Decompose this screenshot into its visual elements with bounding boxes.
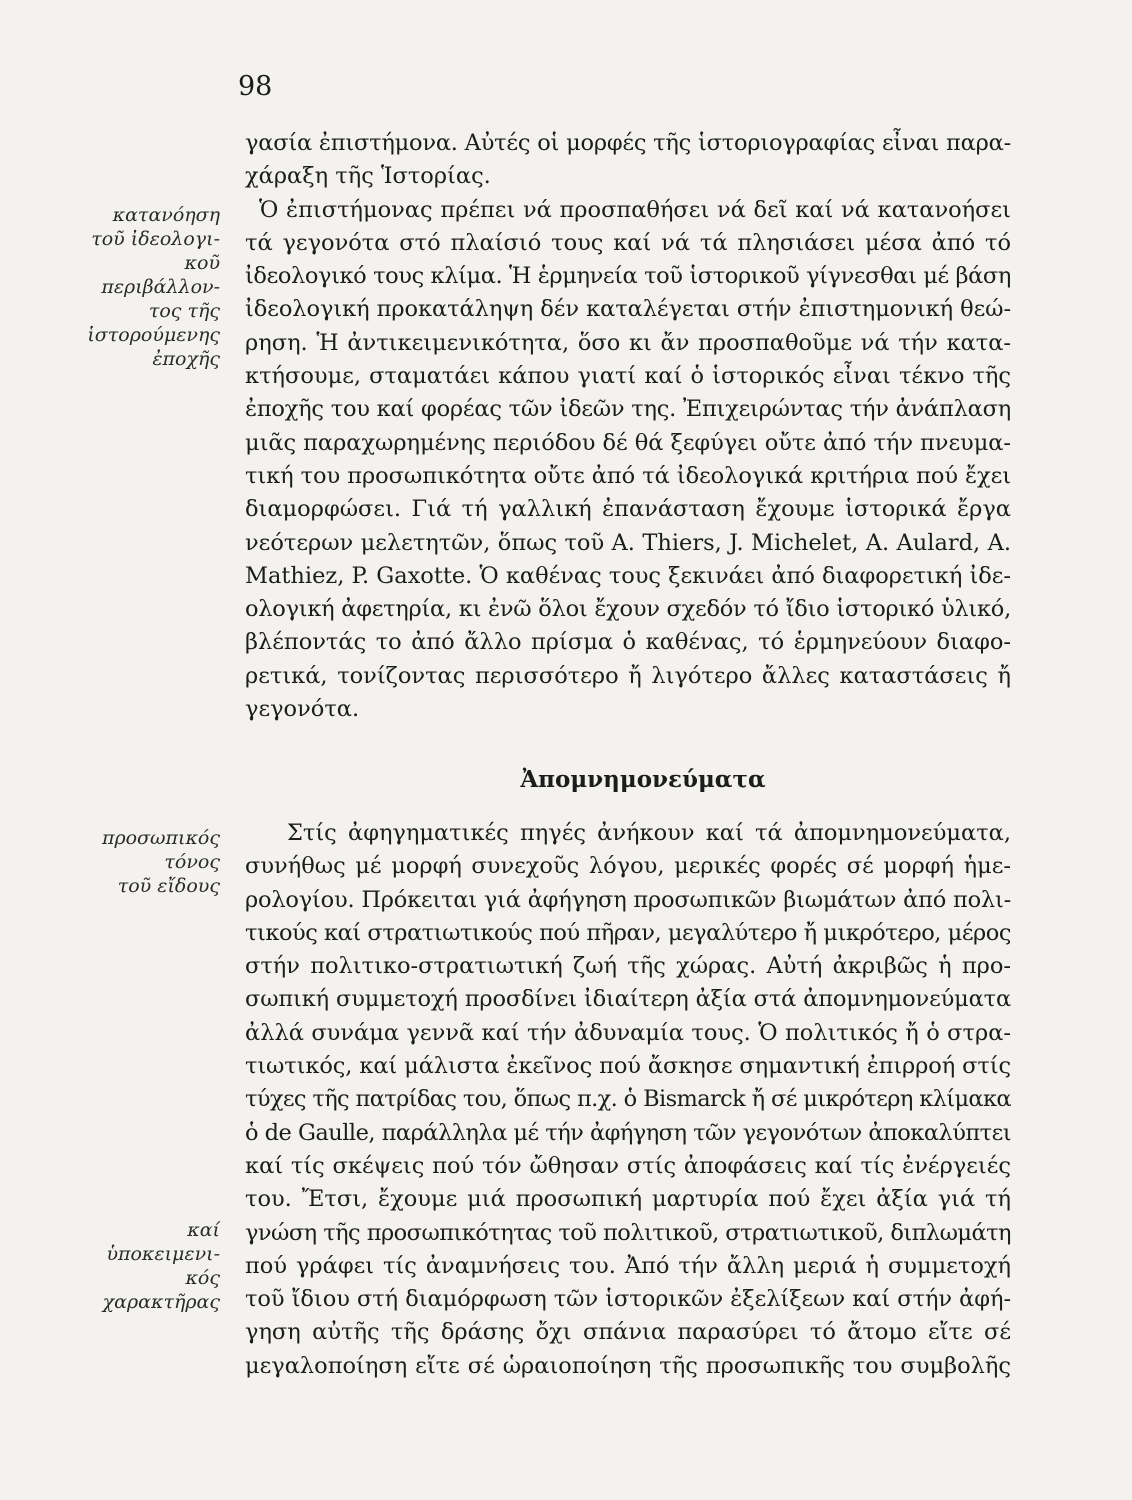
text-line: ρολογίου. Πρόκειται γιά ἀφήγηση προσωπικῶν βιωμάτων ἀπό πολι- <box>245 886 1011 913</box>
text-line: τά γεγονότα στό πλαίσιό τους καί νά τά πλησιάσει μέσα ἀπό τό <box>245 229 1011 256</box>
text-line: κτήσουμε, σταματάει κάπου γιατί καί ὁ ἱστορικός εἶναι τέκνο τῆς <box>245 363 1011 390</box>
text-line: τοῦ ἴδιου στή διαμόρφωση τῶν ἱστορικῶν ἐξελίξεων καί στήν ἀφή- <box>245 1286 1011 1313</box>
text-line: καί τίς σκέψεις πού τόν ὤθησαν στίς ἀποφάσεις καί τίς ἐνέργειές <box>245 1152 1011 1179</box>
section-heading-memoirs: Ἀπομνημονεύματα <box>520 766 766 793</box>
text-line: διαμορφώσει. Γιά τή γαλλική ἐπανάσταση ἔχουμε ἱστορικά ἔργα <box>245 496 1011 523</box>
margin-note-line: περιβάλλον- <box>101 276 220 298</box>
margin-note-understanding <box>40 203 220 371</box>
text-line: πού γράφει τίς ἀναμνήσεις του. Ἀπό τήν ἄλλη μεριά ἡ συμμετοχή <box>245 1252 1011 1279</box>
margin-note-line: κοῦ <box>184 252 220 274</box>
text-line: νεότερων μελετητῶν, ὅπως τοῦ A. Thiers, J. Michelet, A. Aulard, A. <box>245 529 1011 556</box>
margin-note-line: καί <box>187 1219 220 1241</box>
margin-note-line: τος τῆς <box>148 300 220 322</box>
margin-note-line: χαρακτῆρας <box>102 1291 220 1313</box>
text-line: μιᾶς παραχωρημένης περιόδου δέ θά ξεφύγει οὔτε ἀπό τήν πνευμα- <box>245 429 1011 456</box>
text-line: βλέποντάς το ἀπό ἄλλο πρίσμα ὁ καθένας, τό ἑρμηνεύουν διαφο- <box>245 629 1011 656</box>
text-line: σωπική συμμετοχή προσδίνει ἰδιαίτερη ἀξία στά ἀπομνημονεύματα <box>245 986 1011 1013</box>
text-line: του. Ἔτσι, ἔχουμε μιά προσωπική μαρτυρία πού ἔχει ἀξία γιά τή <box>245 1186 1011 1213</box>
text-line: ρετικά, τονίζοντας περισσότερο ἤ λιγότερο ἄλλες καταστάσεις ἤ <box>245 662 1011 689</box>
margin-note-line: κατανόηση <box>112 204 220 226</box>
text-line: ολογική ἀφετηρία, κι ἐνῶ ὅλοι ἔχουν σχεδόν τό ἴδιο ἱστορικό ὑλικό, <box>245 596 1011 623</box>
text-line: τική του προσωπικότητα οὔτε ἀπό τά ἰδεολογικά κριτήρια πού ἔχει <box>245 462 1011 489</box>
margin-note-line: ἱστορούμενης <box>87 324 220 346</box>
text-line: τιωτικός, καί μάλιστα ἐκεῖνος πού ἄσκησε σημαντική ἐπιρροή στίς <box>245 1053 1011 1080</box>
text-line: ἰδεολογικό τους κλίμα. Ἡ ἑρμηνεία τοῦ ἱστορικοῦ γίγνεσθαι μέ βάση <box>245 263 1011 290</box>
text-line: στήν πολιτικο-στρατιωτική ζωή τῆς χώρας. Αὐτή ἀκριβῶς ἡ προ- <box>245 953 1011 980</box>
margin-note-line: τοῦ ἰδεολογι- <box>91 228 220 250</box>
body-text-memoirs <box>245 817 1011 1383</box>
text-line: ὁ de Gaulle, παράλληλα μέ τήν ἀφήγηση τῶν γεγονότων ἀποκαλύπτει <box>245 1119 1011 1146</box>
text-line: Ὁ ἐπιστήμονας πρέπει νά προσπαθήσει νά δεῖ καί νά κατανοήσει <box>259 196 1011 223</box>
margin-note-line: ἐποχῆς <box>152 348 220 370</box>
body-text-historiography <box>245 127 1011 726</box>
margin-note-subjective-character <box>40 1218 220 1314</box>
margin-note-line: ὑποκειμενι- <box>106 1243 220 1265</box>
text-line: γηση αὐτῆς τῆς δράσης ὄχι σπάνια παρασύρει τό ἄτομο εἴτε σέ <box>245 1319 1011 1346</box>
margin-note-line: κός <box>185 1267 220 1289</box>
text-line: τικούς καί στρατιωτικούς πού πῆραν, μεγαλύτερο ἤ μικρότερο, μέρος <box>245 919 1011 946</box>
text-line: Στίς ἀφηγηματικές πηγές ἀνήκουν καί τά ἀπομνημονεύματα, <box>287 820 1011 846</box>
text-line: ἐποχῆς του καί φορέας τῶν ἰδεῶν της. Ἐπιχειρώντας τήν ἀνάπλαση <box>245 396 1011 423</box>
margin-note-line: τόνος <box>164 851 220 873</box>
text-line: τύχες τῆς πατρίδας του, ὅπως π.χ. ὁ Bismarck ἤ σέ μικρότερη κλίμακα <box>245 1086 1011 1113</box>
margin-note-line: τοῦ εἴδους <box>117 875 220 897</box>
text-line: μεγαλοποίηση εἴτε σέ ὡραιοποίηση τῆς προσωπικῆς του συμβολῆς <box>245 1352 1011 1379</box>
margin-note-line: προσωπικός <box>101 827 220 849</box>
margin-note-personal-tone <box>40 826 220 898</box>
text-line: συνήθως μέ μορφή συνεχοῦς λόγου, μερικές φορές σέ μορφή ἡμε- <box>245 853 1011 880</box>
text-line: ἀλλά συνάμα γεννᾶ καί τήν ἀδυναμία τους. Ὁ πολιτικός ἤ ὁ στρα- <box>245 1019 1011 1046</box>
text-line: ρηση. Ἡ ἀντικειμενικότητα, ὅσο κι ἄν προσπαθοῦμε νά τήν κατα- <box>245 329 1011 356</box>
text-line: ἰδεολογική προκατάληψη δέν καταλέγεται στήν ἐπιστημονική θεώ- <box>245 296 1011 323</box>
text-line: χάραξη τῆς Ἱστορίας. <box>245 163 491 190</box>
text-line: γνώση τῆς προσωπικότητας τοῦ πολιτικοῦ, στρατιωτικοῦ, διπλωμάτη <box>245 1219 1011 1246</box>
text-line: Mathiez, P. Gaxotte. Ὁ καθένας τους ξεκινάει ἀπό διαφορετική ἰδε- <box>245 562 1011 589</box>
text-line: γασία ἐπιστήμονα. Αὐτές οἱ μορφές τῆς ἱστοριογραφίας εἶναι παρα- <box>245 130 1011 156</box>
text-line: γεγονότα. <box>245 696 360 723</box>
page-number: 98 <box>238 71 273 102</box>
